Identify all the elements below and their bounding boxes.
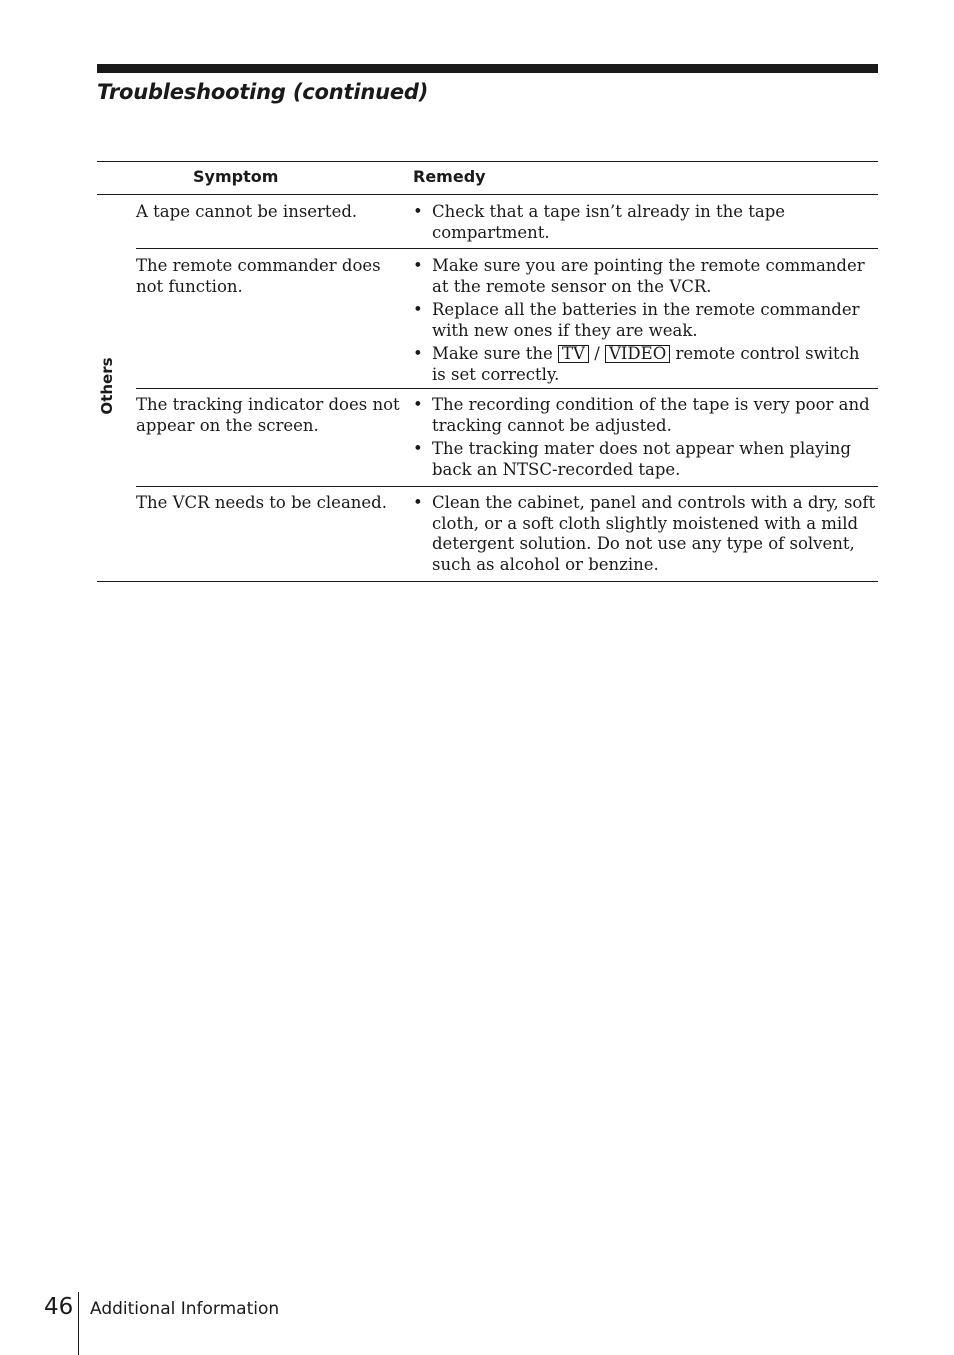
remedy-item — [413, 256, 878, 297]
remedy-suffix: remote control switch is set correctly. — [432, 344, 860, 384]
header-rule — [97, 64, 878, 73]
remedy-item — [413, 202, 878, 243]
remedy-column-header: Remedy — [413, 167, 486, 186]
bullet-icon: • — [413, 300, 423, 319]
remedy-item — [413, 395, 878, 436]
table-bottom-rule — [97, 581, 878, 582]
remedy-item — [413, 300, 878, 341]
table-top-rule — [97, 161, 878, 162]
footer-section-title: Additional Information — [90, 1299, 280, 1319]
remedy-list — [413, 493, 878, 578]
remedy-list — [413, 202, 878, 246]
remedy-text: Make sure you are pointing the remote commander at the remote sensor on the VCR. — [432, 256, 865, 296]
symptom-text: The remote commander does not function. — [136, 256, 381, 296]
video-switch-label: VIDEO — [605, 345, 670, 363]
bullet-icon: • — [413, 256, 423, 275]
switch-separator: / — [594, 344, 600, 363]
remedy-item — [413, 344, 878, 385]
row-divider — [136, 388, 878, 389]
remedy-prefix: Make sure the — [432, 344, 553, 363]
remedy-item — [413, 439, 878, 480]
tv-switch-label: TV — [558, 345, 589, 363]
page-number: 46 — [44, 1294, 74, 1320]
symptom-text: The VCR needs to be cleaned. — [136, 493, 387, 512]
section-label-others: Others — [98, 357, 116, 415]
bullet-icon: • — [413, 439, 423, 458]
row-divider — [136, 248, 878, 249]
remedy-text: The recording condition of the tape is very poor and tracking cannot be adjusted. — [432, 395, 870, 435]
footer-divider — [78, 1292, 79, 1355]
header-bottom-rule — [97, 194, 878, 195]
symptom-text: A tape cannot be inserted. — [136, 202, 358, 221]
page-title: Troubleshooting (continued) — [97, 80, 429, 104]
remedy-list — [413, 256, 878, 388]
row-divider — [136, 486, 878, 487]
bullet-icon: • — [413, 344, 423, 363]
remedy-item — [413, 493, 878, 575]
remedy-text: The tracking mater does not appear when playing back an NTSC-recorded tape. — [432, 439, 851, 479]
bullet-icon: • — [413, 493, 423, 512]
remedy-text: Clean the cabinet, panel and controls with a dry, soft cloth, or a soft cloth slightly moistened with a mild detergent solution. Do not use any type of solvent, such as alcohol or benzine. — [432, 493, 876, 574]
remedy-text: Replace all the batteries in the remote commander with new ones if they are weak. — [432, 300, 860, 340]
remedy-text: Check that a tape isn’t already in the tape compartment. — [432, 202, 786, 242]
bullet-icon: • — [413, 202, 423, 221]
bullet-icon: • — [413, 395, 423, 414]
symptom-column-header: Symptom — [193, 167, 279, 186]
remedy-list — [413, 395, 878, 483]
symptom-text: The tracking indicator does not appear on the screen. — [136, 395, 400, 435]
